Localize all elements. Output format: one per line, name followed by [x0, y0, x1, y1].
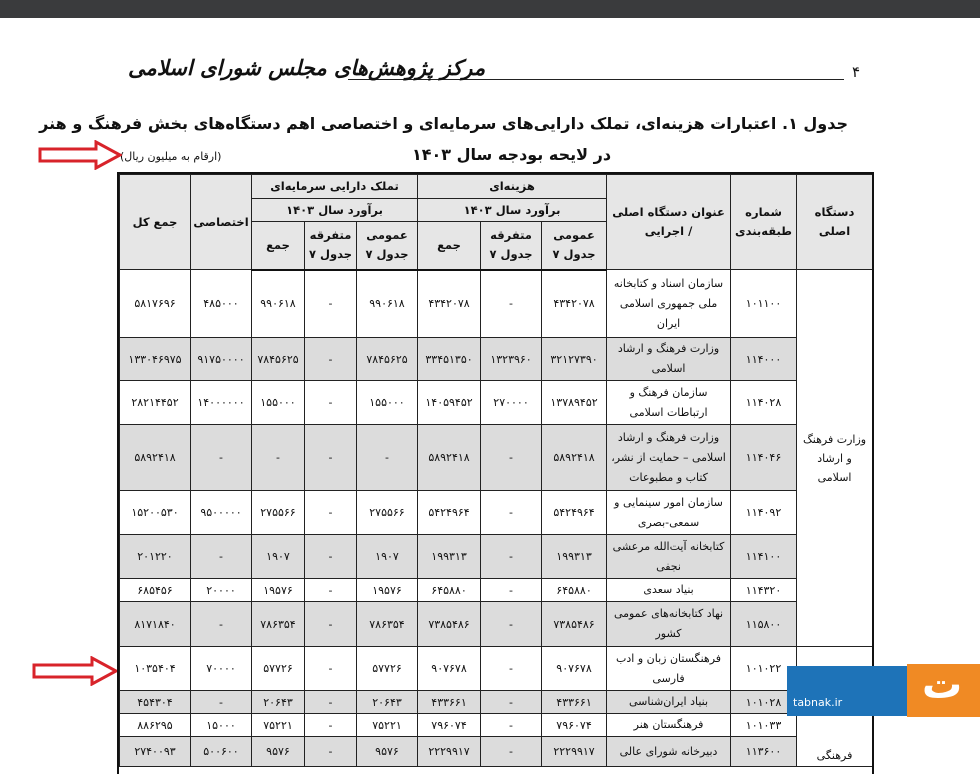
exp-general: ۲۲۲۹۹۱۷ — [542, 737, 607, 767]
col-class-number: شماره طبقه‌بندی — [731, 175, 797, 270]
cap-misc: - — [305, 425, 357, 491]
exp-misc: - — [481, 579, 542, 602]
cap-total: ۵۷۷۲۶ — [252, 647, 305, 691]
grand-total: ۶۸۵۴۵۶ — [120, 579, 191, 602]
exp-general: ۱۳۷۸۹۴۵۲ — [542, 381, 607, 425]
cap-misc: - — [305, 647, 357, 691]
dedicated: ۹۵۰۰۰۰۰ — [191, 491, 252, 535]
exp-total: ۳۳۴۵۱۳۵۰ — [418, 338, 481, 381]
col-capital-group: تملک دارایی سرمایه‌ای — [252, 175, 418, 199]
table-subtitle: در لایحه بودجه سال ۱۴۰۳ — [412, 145, 612, 164]
exp-misc: ۲۷۰۰۰۰ — [481, 381, 542, 425]
exp-total: ۱۹۹۳۱۳ — [418, 535, 481, 579]
cap-total: ۱۹۵۷۶ — [252, 579, 305, 602]
org-title: سازمان اسناد و کتابخانه ملی جمهوری اسلامی ایران — [607, 270, 731, 338]
class-code: ۱۱۴۱۰۰ — [731, 535, 797, 579]
viewer-top-bar — [0, 0, 980, 18]
budget-table — [119, 174, 873, 767]
cap-total: ۹۵۷۶ — [252, 737, 305, 767]
org-title: وزارت فرهنگ و ارشاد اسلامی – حمایت از نشر، کتاب و مطبوعات — [607, 425, 731, 491]
table-row — [120, 691, 873, 714]
cap-total: ۲۷۵۵۶۶ — [252, 491, 305, 535]
col-capital-misc: متفرقه جدول ۷ — [305, 222, 357, 270]
table-row — [120, 602, 873, 647]
cap-general: ۵۷۷۲۶ — [357, 647, 418, 691]
class-code: ۱۱۵۸۰۰ — [731, 602, 797, 647]
cap-total: ۲۰۶۴۳ — [252, 691, 305, 714]
table-row — [120, 579, 873, 602]
exp-total: ۴۳۳۶۶۱ — [418, 691, 481, 714]
col-org-title: عنوان دستگاه اصلی / اجرایی — [607, 175, 731, 270]
exp-total: ۷۹۶۰۷۴ — [418, 714, 481, 737]
tabnak-watermark — [787, 664, 980, 717]
col-capital-total: جمع — [252, 222, 305, 270]
exp-misc: - — [481, 737, 542, 767]
cap-total: ۹۹۰۶۱۸ — [252, 270, 305, 338]
grand-total: ۴۵۴۳۰۴ — [120, 691, 191, 714]
exp-misc: - — [481, 425, 542, 491]
grand-total: ۱۵۲۰۰۵۳۰ — [120, 491, 191, 535]
dedicated: ۷۰۰۰۰ — [191, 647, 252, 691]
exp-general: ۷۹۶۰۷۴ — [542, 714, 607, 737]
class-code: ۱۱۴۰۲۸ — [731, 381, 797, 425]
class-code: ۱۱۴۰۹۲ — [731, 491, 797, 535]
grand-total: ۲۸۲۱۴۴۵۲ — [120, 381, 191, 425]
exp-total: ۴۳۴۲۰۷۸ — [418, 270, 481, 338]
class-code: ۱۰۱۰۲۲ — [731, 647, 797, 691]
cap-misc: - — [305, 338, 357, 381]
cap-total: - — [252, 425, 305, 491]
col-expense-misc: متفرقه جدول ۷ — [481, 222, 542, 270]
exp-misc: - — [481, 691, 542, 714]
units-note: (ارقام به میلیون ریال) — [120, 150, 222, 163]
org-title: فرهنگستان هنر — [607, 714, 731, 737]
table-row — [120, 491, 873, 535]
exp-general: ۴۳۴۲۰۷۸ — [542, 270, 607, 338]
org-title: وزارت فرهنگ و ارشاد اسلامی — [607, 338, 731, 381]
cap-general: - — [357, 425, 418, 491]
tabnak-logo-icon: ت — [922, 662, 963, 708]
org-title: بنیاد ایران‌شناسی — [607, 691, 731, 714]
org-title: نهاد کتابخانه‌های عمومی کشور — [607, 602, 731, 647]
dedicated: ۱۵۰۰۰ — [191, 714, 252, 737]
exp-misc: - — [481, 270, 542, 338]
org-title: فرهنگستان زبان و ادب فارسی — [607, 647, 731, 691]
org-title: سازمان امور سینمایی و سمعی-بصری — [607, 491, 731, 535]
table-row — [120, 338, 873, 381]
cap-total: ۷۵۲۲۱ — [252, 714, 305, 737]
grand-total: ۱۰۳۵۴۰۴ — [120, 647, 191, 691]
cap-general: ۹۹۰۶۱۸ — [357, 270, 418, 338]
class-code: ۱۱۳۶۰۰ — [731, 737, 797, 767]
exp-misc: - — [481, 535, 542, 579]
cap-general: ۱۹۵۷۶ — [357, 579, 418, 602]
class-code: ۱۰۱۰۳۳ — [731, 714, 797, 737]
exp-total: ۲۲۲۹۹۱۷ — [418, 737, 481, 767]
col-expense-group: هزینه‌ای — [418, 175, 607, 199]
class-code: ۱۱۴۳۲۰ — [731, 579, 797, 602]
class-code: ۱۰۱۱۰۰ — [731, 270, 797, 338]
exp-general: ۳۲۱۲۷۳۹۰ — [542, 338, 607, 381]
exp-total: ۱۴۰۵۹۴۵۲ — [418, 381, 481, 425]
exp-total: ۷۳۸۵۴۸۶ — [418, 602, 481, 647]
exp-total: ۹۰۷۶۷۸ — [418, 647, 481, 691]
exp-misc: - — [481, 491, 542, 535]
exp-general: ۵۸۹۲۴۱۸ — [542, 425, 607, 491]
dedicated: ۲۰۰۰۰ — [191, 579, 252, 602]
annotation-arrow-icon — [38, 140, 122, 170]
cap-misc: - — [305, 602, 357, 647]
cap-misc: - — [305, 270, 357, 338]
exp-misc: - — [481, 714, 542, 737]
cap-misc: - — [305, 691, 357, 714]
table-row — [120, 381, 873, 425]
cap-general: ۲۷۵۵۶۶ — [357, 491, 418, 535]
exp-misc: - — [481, 647, 542, 691]
dedicated: - — [191, 691, 252, 714]
exp-general: ۴۳۳۶۶۱ — [542, 691, 607, 714]
exp-total: ۶۴۵۸۸۰ — [418, 579, 481, 602]
exp-total: ۵۴۲۴۹۶۴ — [418, 491, 481, 535]
grand-total: ۵۸۱۷۶۹۶ — [120, 270, 191, 338]
org-title: بنیاد سعدی — [607, 579, 731, 602]
cap-total: ۷۸۴۵۶۲۵ — [252, 338, 305, 381]
class-code: ۱۰۱۰۲۸ — [731, 691, 797, 714]
grand-total: ۵۸۹۲۴۱۸ — [120, 425, 191, 491]
col-capital-estimate: برآورد سال ۱۴۰۳ — [252, 199, 418, 222]
class-code: ۱۱۴۰۴۶ — [731, 425, 797, 491]
class-code: ۱۱۴۰۰۰ — [731, 338, 797, 381]
cap-general: ۹۵۷۶ — [357, 737, 418, 767]
grand-total: ۸۱۷۱۸۴۰ — [120, 602, 191, 647]
dedicated: - — [191, 425, 252, 491]
exp-general: ۹۰۷۶۷۸ — [542, 647, 607, 691]
cap-misc: - — [305, 714, 357, 737]
col-expense-general: عمومی جدول ۷ — [542, 222, 607, 270]
budget-table-container — [117, 172, 874, 774]
org-title: کتابخانه آیت‌الله مرعشی نجفی — [607, 535, 731, 579]
col-expense-total: جمع — [418, 222, 481, 270]
col-grand-total: جمع کل — [120, 175, 191, 270]
grand-total: ۲۰۱۲۲۰ — [120, 535, 191, 579]
cap-total: ۱۹۰۷ — [252, 535, 305, 579]
cap-misc: - — [305, 579, 357, 602]
org-title: دبیرخانه شورای عالی — [607, 737, 731, 767]
cap-total: ۷۸۶۳۵۴ — [252, 602, 305, 647]
dedicated: ۱۴۰۰۰۰۰۰ — [191, 381, 252, 425]
page-number: ۴ — [852, 63, 861, 81]
cap-misc: - — [305, 381, 357, 425]
grand-total: ۲۷۴۰۰۹۳ — [120, 737, 191, 767]
grand-total: ۸۸۶۲۹۵ — [120, 714, 191, 737]
dedicated: - — [191, 535, 252, 579]
table-row — [120, 535, 873, 579]
cap-total: ۱۵۵۰۰۰ — [252, 381, 305, 425]
org-title: سازمان فرهنگ و ارتباطات اسلامی — [607, 381, 731, 425]
table-row — [120, 270, 873, 338]
col-dedicated: اختصاصی — [191, 175, 252, 270]
watermark-site: tabnak.ir — [793, 696, 843, 709]
table-row — [120, 425, 873, 491]
cap-misc: - — [305, 535, 357, 579]
dedicated: ۹۱۷۵۰۰۰۰ — [191, 338, 252, 381]
col-capital-general: عمومی جدول ۷ — [357, 222, 418, 270]
exp-general: ۷۳۸۵۴۸۶ — [542, 602, 607, 647]
cap-general: ۷۵۲۲۱ — [357, 714, 418, 737]
dedicated: - — [191, 602, 252, 647]
group-label: وزارت فرهنگ و ارشاد اسلامی — [797, 270, 873, 647]
exp-general: ۱۹۹۳۱۳ — [542, 535, 607, 579]
cap-general: ۷۸۶۳۵۴ — [357, 602, 418, 647]
cap-general: ۷۸۴۵۶۲۵ — [357, 338, 418, 381]
dedicated: ۴۸۵۰۰۰ — [191, 270, 252, 338]
col-main-org: دستگاه اصلی — [797, 175, 873, 270]
cap-misc: - — [305, 737, 357, 767]
cap-general: ۱۹۰۷ — [357, 535, 418, 579]
table-row — [120, 647, 873, 691]
exp-total: ۵۸۹۲۴۱۸ — [418, 425, 481, 491]
annotation-arrow-icon — [32, 656, 118, 686]
cap-general: ۲۰۶۴۳ — [357, 691, 418, 714]
exp-general: ۶۴۵۸۸۰ — [542, 579, 607, 602]
cap-general: ۱۵۵۰۰۰ — [357, 381, 418, 425]
exp-misc: - — [481, 602, 542, 647]
col-expense-estimate: برآورد سال ۱۴۰۳ — [418, 199, 607, 222]
exp-misc: ۱۳۲۳۹۶۰ — [481, 338, 542, 381]
dedicated: ۵۰۰۶۰۰ — [191, 737, 252, 767]
table-title: جدول ۱. اعتبارات هزینه‌ای، تملک دارایی‌های سرمایه‌ای و اختصاصی اهم دستگاه‌های بخش فرهنگ و هنر — [39, 114, 848, 133]
table-row — [120, 714, 873, 737]
group-label: فرهنگی — [797, 647, 873, 767]
table-row — [120, 737, 873, 767]
research-center-name: مرکز پژوهش‌های مجلس شورای اسلامی — [128, 55, 486, 80]
grand-total: ۱۳۳۰۴۶۹۷۵ — [120, 338, 191, 381]
exp-general: ۵۴۲۴۹۶۴ — [542, 491, 607, 535]
cap-misc: - — [305, 491, 357, 535]
